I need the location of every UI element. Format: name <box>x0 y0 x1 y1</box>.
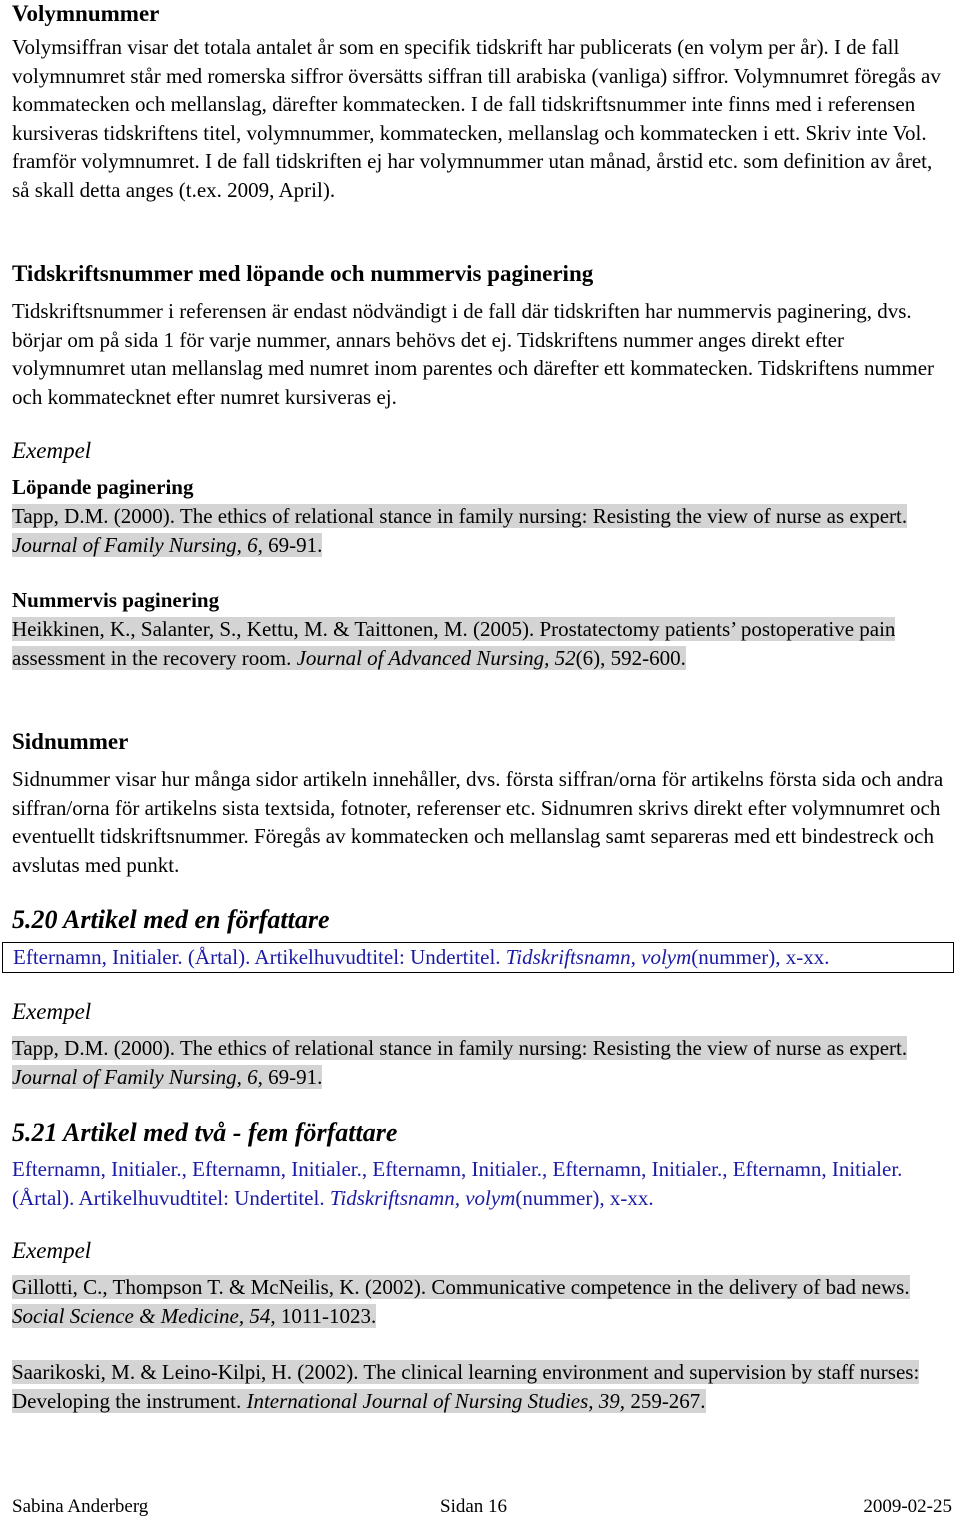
heading-nummervis-paginering: Nummervis paginering <box>12 588 220 612</box>
reference-gillotti <box>12 1273 952 1330</box>
reference-issue-pages: (6), 592-600. <box>575 645 686 670</box>
footer-date: 2009-02-25 <box>863 1496 952 1517</box>
heading-5-20: 5.20 Artikel med en författare <box>12 905 330 934</box>
reference-authors-title: Saarikoski, M. & Leino-Kilpi, H. (2002). The clinical learning environment and supervision by staff nurses: Developing the instrument. <box>12 1360 920 1413</box>
paragraph-tidskriftsnummer: Tidskriftsnummer i referensen är endast nödvändigt i de fall där tidskriften har nummervis paginering, dvs. börjar om på sida 1 för varje nummer, annars behövs det ej. Tidskriftens nummer anges direkt efter volymnumret utan mellanslag med numret inom parentes och därefter ett kommatecken. Tidskriftens nummer och kommatecknet efter numret kursiveras ej. <box>12 299 935 409</box>
reference-heikkinen <box>12 615 952 672</box>
format-template-5-21 <box>12 1155 952 1212</box>
reference-journal: Journal of Family Nursing, 6, <box>12 532 263 557</box>
heading-5-21: 5.21 Artikel med två - fem författare <box>12 1118 398 1147</box>
format-template-5-20 <box>2 942 954 973</box>
section-volymnummer <box>12 0 952 204</box>
reference-authors-title: Tapp, D.M. (2000). The ethics of relational stance in family nursing: Resisting the view of nurse as expert. <box>12 504 908 528</box>
reference-journal: Social Science & Medicine, 54, <box>12 1303 276 1328</box>
paragraph-sidnummer: Sidnummer visar hur många sidor artikeln innehåller, dvs. första siffran/orna för artikelns första sida och andra siffran/orna för artikelns sista textsida, fotnoter, referenser etc. Sidnumren skrivs direkt efter volymnumret och eventuellt tidskriftsnummer. Föregås av kommatecken och mellanslag samt separeras med ett bindestreck och avslutas med punkt. <box>12 767 944 877</box>
exempel-label: Exempel <box>12 1238 92 1263</box>
reference-text <box>12 504 907 557</box>
format-text: Efternamn, Initialer., Efternamn, Initialer., Efternamn, Initialer., Efternamn, Initialer., Efternamn, Initialer.(Årtal). Artikelhuvudtitel: Undertitel. <box>12 1157 903 1210</box>
reference-pages: 69-91. <box>262 532 323 557</box>
reference-text <box>12 1360 919 1413</box>
reference-tapp <box>12 502 952 559</box>
heading-tidskriftsnummer: Tidskriftsnummer med löpande och nummervis paginering <box>12 261 594 286</box>
reference-pages: 69-91. <box>262 1064 323 1089</box>
reference-authors-title: Gillotti, C., Thompson T. & McNeilis, K. (2002). Communicative competence in the delivery of bad news. <box>12 1275 910 1299</box>
reference-authors-title: Heikkinen, K., Salanter, S., Kettu, M. & Taittonen, M. (2005). Prostatectomy patients’ postoperative pain assessment in the recovery room. <box>12 617 896 670</box>
reference-journal: Journal of Advanced Nursing, 52 <box>296 645 576 670</box>
section-5-21-heading <box>12 1117 952 1149</box>
reference-saarikoski <box>12 1358 952 1415</box>
reference-journal: Journal of Family Nursing, 6, <box>12 1064 263 1089</box>
reference-tapp-5-20 <box>12 1034 952 1091</box>
reference-authors-title: Tapp, D.M. (2000). The ethics of relational stance in family nursing: Resisting the view of nurse as expert. <box>12 1036 908 1060</box>
reference-text <box>12 1036 907 1089</box>
reference-text <box>12 1275 910 1328</box>
format-suffix: (nummer), x-xx. <box>691 945 830 969</box>
footer-author: Sabina Anderberg <box>12 1496 149 1517</box>
reference-pages: 1011-1023. <box>275 1303 377 1328</box>
format-italic: Tidskriftsnamn, volym <box>329 1185 516 1210</box>
footer-page-number: Sidan 16 <box>440 1496 508 1517</box>
reference-text <box>12 617 895 670</box>
section-tidskriftsnummer <box>12 260 952 411</box>
section-5-20-exempel <box>12 998 952 1091</box>
paragraph-volymnummer: Volymsiffran visar det totala antalet år som en specifik tidskrift har publicerats (en volym per år). I de fall volymnumret står med romerska siffror översätts siffran till arabiska (vanliga) siffror. Volymnumret föregås av kommatecken och mellanslag, därefter kommatecken. I de fall tidskriftsnummer inte finns med i referensen kursiveras tidskriftens titel, volymnummer, kommatecken, mellanslag och kommatecken i ett. Skriv inte Vol. framför volymnumret. I de fall tidskriften ej har volymnummer utan månad, årstid etc. som definition av året, så skall detta anges (t.ex. 2009, April). <box>12 35 941 202</box>
heading-volymnummer: Volymnummer <box>12 1 160 26</box>
section-sidnummer <box>12 728 952 879</box>
section-5-20-heading <box>12 904 952 936</box>
exempel-label: Exempel <box>12 438 92 463</box>
section-exempel-paginering <box>12 437 952 672</box>
format-suffix: (nummer), x-xx. <box>515 1185 654 1210</box>
reference-journal: International Journal of Nursing Studies, 39, <box>246 1388 626 1413</box>
heading-sidnummer: Sidnummer <box>12 729 129 754</box>
section-5-21-exempel <box>12 1237 952 1415</box>
heading-lopande-paginering: Löpande paginering <box>12 475 194 499</box>
format-italic: Tidskriftsnamn, volym <box>505 945 692 969</box>
format-text: Efternamn, Initialer. (Årtal). Artikelhuvudtitel: Undertitel. <box>13 945 506 969</box>
exempel-label: Exempel <box>12 999 92 1024</box>
reference-pages: 259-267. <box>625 1388 706 1413</box>
